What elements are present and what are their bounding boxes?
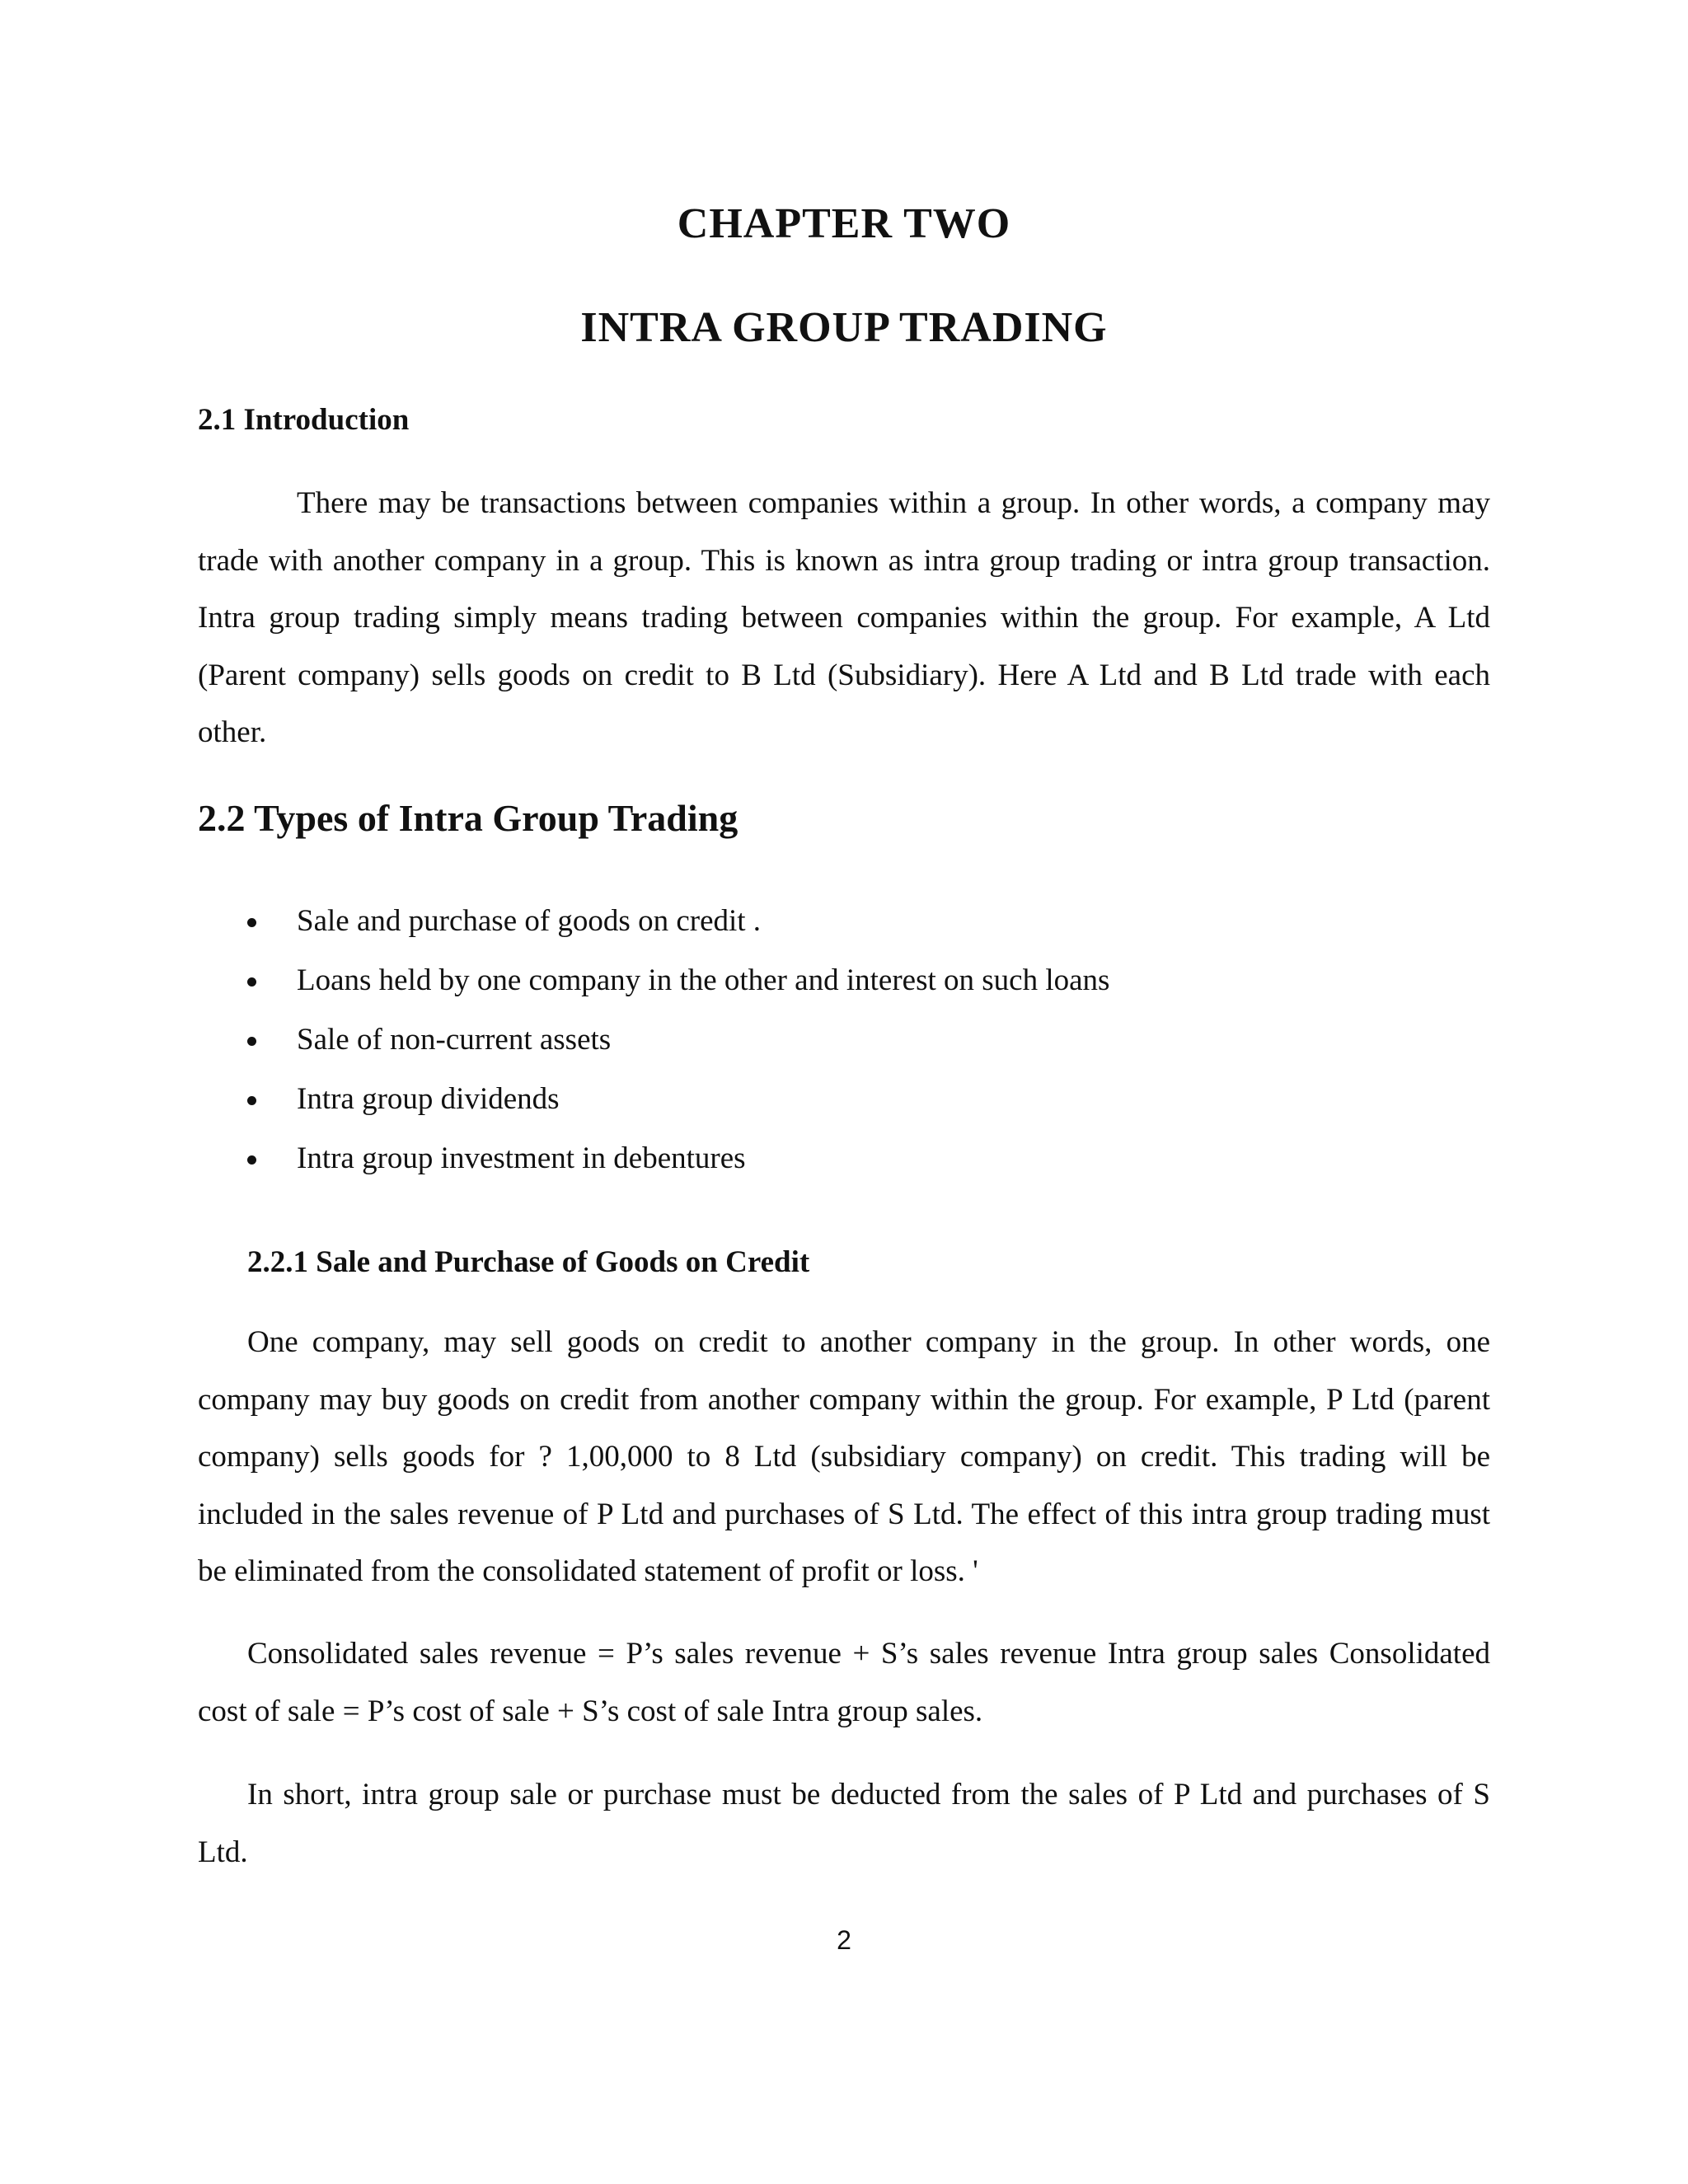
list-item-text: Sale and purchase of goods on credit . (297, 904, 762, 938)
bullet-icon (247, 918, 256, 927)
types-list (198, 892, 1109, 1188)
introduction-paragraph: There may be transactions between companies within a group. In other words, a company may trade with another company in a group. This is known as intra group trading or intra group transaction. Intra group trading simply means trading between companies within the group. For example, A Ltd (Parent company) sells goods on credit to B Ltd (Subsidiary). Here A Ltd and B Ltd trade with each other. (198, 486, 1490, 749)
page-number: 2 (837, 1925, 851, 1955)
list-item (198, 1129, 1109, 1188)
section-heading-types: 2.2 Types of Intra Group Trading (198, 797, 738, 839)
list-item (198, 951, 1109, 1010)
list-item-text: Intra group investment in debentures (297, 1141, 746, 1175)
bullet-icon (247, 1155, 256, 1165)
sale-purchase-paragraph-2: Consolidated sales revenue = P’s sales revenue + S’s sales revenue Intra group sales Consolidated cost of sale = P’s cost of sale + S’s cost of sale Intra group sales. (198, 1637, 1490, 1728)
bullet-icon (247, 977, 256, 987)
list-item (198, 892, 1109, 951)
chapter-subtitle: INTRA GROUP TRADING (580, 304, 1108, 351)
list-item-text: Intra group dividends (297, 1082, 560, 1116)
chapter-title: CHAPTER TWO (677, 200, 1011, 247)
list-item-text: Loans held by one company in the other and interest on such loans (297, 963, 1110, 997)
bullet-icon (247, 1037, 256, 1046)
bullet-icon (247, 1096, 256, 1105)
sale-purchase-paragraph-1: One company, may sell goods on credit to another company in the group. In other words, one company may buy goods on credit from another company within the group. For example, P Ltd (parent company) sells goods for ? 1,00,000 to 8 Ltd (subsidiary company) on credit. This trading will be included in the sales revenue of P Ltd and purchases of S Ltd. The effect of this intra group trading must be eliminated from the consolidated statement of profit or loss. ' (198, 1325, 1490, 1588)
subsection-heading-sale-purchase: 2.2.1 Sale and Purchase of Goods on Credit (247, 1245, 810, 1279)
sale-purchase-paragraph-3: In short, intra group sale or purchase must be deducted from the sales of P Ltd and purchases of S Ltd. (198, 1778, 1490, 1869)
list-item (198, 1010, 1109, 1070)
list-item-text: Sale of non-current assets (297, 1023, 612, 1057)
list-item (198, 1070, 1109, 1129)
section-heading-introduction: 2.1 Introduction (198, 403, 410, 437)
